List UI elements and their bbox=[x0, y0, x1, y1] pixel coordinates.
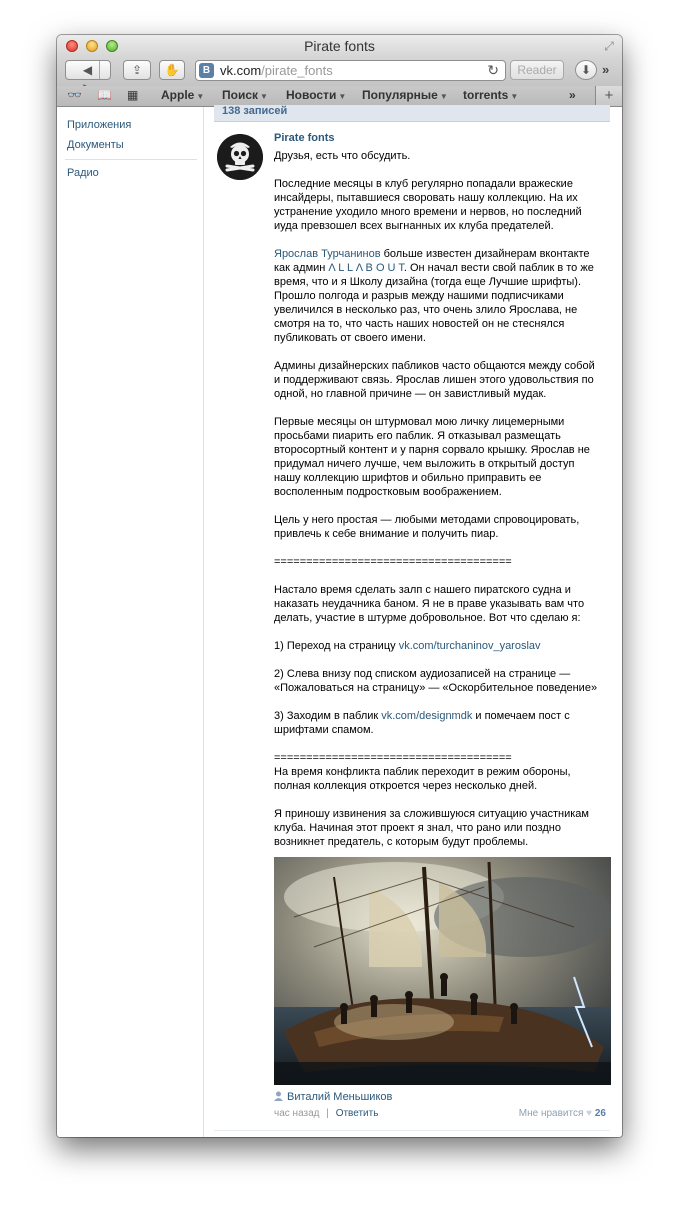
reload-icon[interactable]: ↻ bbox=[487, 62, 499, 78]
avatar[interactable] bbox=[217, 134, 263, 180]
bookmark-search[interactable] bbox=[222, 88, 268, 102]
post-paragraph: Последние месяцы в клуб регулярно попадали вражеские инсайдеры, пытавшиеся своровать нашу коллекцию. На их устранение уходило много времени и нервов, но последний иуда превзошел всех выгнанных их клуба предателей. bbox=[274, 178, 582, 232]
bookmark-label: Поиск bbox=[222, 88, 259, 102]
left-sidebar bbox=[57, 107, 204, 1137]
meta-separator: | bbox=[326, 1108, 329, 1119]
comment-meta bbox=[274, 1108, 378, 1119]
bookmarks-book-icon[interactable]: 📖 bbox=[97, 88, 112, 102]
like-count: 26 bbox=[594, 1108, 606, 1119]
post-image[interactable] bbox=[274, 857, 611, 1085]
post-divider: ===================================== bbox=[274, 752, 512, 764]
chevron-down-icon: ▼ bbox=[196, 92, 205, 101]
bookmark-news[interactable] bbox=[286, 88, 346, 102]
back-icon[interactable]: ◀ bbox=[77, 61, 100, 79]
back-forward-buttons bbox=[65, 60, 111, 80]
post-paragraph: Админы дизайнерских пабликов часто общаются между собой и поддерживают связь. Ярослав лишен этого удовольствия по одной, но главной причине — он завистливый мудак. bbox=[274, 360, 595, 400]
bookmarks-overflow-icon[interactable]: » bbox=[569, 88, 576, 102]
top-sites-grid-icon[interactable]: ▦ bbox=[127, 88, 139, 102]
downloads-icon: ⬇ bbox=[580, 63, 592, 77]
reader-button[interactable]: Reader bbox=[510, 60, 564, 80]
reply-link[interactable]: Ответить bbox=[335, 1108, 379, 1119]
url-link[interactable]: vk.com/designmdk bbox=[381, 710, 473, 722]
bookmark-label: Apple bbox=[161, 88, 195, 102]
sidebar-item-radio[interactable]: Радио bbox=[67, 167, 99, 179]
comment-time[interactable]: час назад bbox=[274, 1108, 320, 1119]
post-text: больше известен дизайнерам вконтакте как админ bbox=[274, 248, 590, 274]
post-divider: ===================================== bbox=[274, 556, 512, 568]
share-icon: ⇪ bbox=[131, 63, 143, 77]
url-link[interactable]: vk.com/turchaninov_yaroslav bbox=[398, 640, 541, 652]
bookmark-label: Новости bbox=[286, 88, 337, 102]
sidebar-item-apps[interactable]: Приложения bbox=[67, 119, 132, 131]
sidebar-item-documents[interactable]: Документы bbox=[67, 139, 124, 151]
heart-icon: ♥ bbox=[586, 1108, 593, 1119]
skull-icon bbox=[217, 134, 263, 180]
wall-header[interactable] bbox=[214, 105, 610, 122]
like-label: Мне нравится bbox=[518, 1108, 584, 1119]
wall-post-count: 138 записей bbox=[222, 105, 288, 117]
browser-toolbar bbox=[57, 57, 622, 86]
post-paragraph: Настало время сделать залп с нашего пиратского судна и наказать неудачника баном. Я не в праве указывать вам что делать, участие в штурме добровольное. Вот что сделаю я: bbox=[274, 584, 585, 624]
like-button[interactable] bbox=[519, 1108, 606, 1119]
url-domain: vk.com bbox=[220, 63, 262, 78]
post-intro: Друзья, есть что обсудить. bbox=[274, 150, 411, 162]
post-paragraph: На время конфликта паблик переходит в режим обороны, полная коллекция откроется через несколько дней. bbox=[274, 766, 571, 792]
post-text: 3) Заходим в паблик bbox=[274, 710, 382, 722]
bookmark-torrents[interactable] bbox=[463, 88, 518, 102]
downloads-button[interactable] bbox=[575, 60, 597, 80]
url-text[interactable] bbox=[220, 63, 333, 78]
title-bar[interactable] bbox=[57, 35, 622, 57]
privacy-icon: ✋ bbox=[164, 63, 180, 77]
fullscreen-icon[interactable]: ⤢ bbox=[604, 39, 614, 53]
reading-list-icon[interactable]: 👓 bbox=[67, 88, 82, 102]
comment-author-name: Виталий Меньшиков bbox=[287, 1091, 393, 1103]
post-step: 2) Слева внизу под списком аудиозаписей на странице — «Пожаловаться на страницу» — «Оскорбительное поведение» bbox=[274, 668, 598, 694]
favicon: B bbox=[199, 63, 214, 78]
url-path: /pirate_fonts bbox=[261, 63, 333, 78]
post-paragraph: Цель у него простая — любыми методами спровоцировать, привлечь к себе внимание и получить пиар. bbox=[274, 514, 580, 540]
post-divider-line bbox=[214, 1130, 610, 1131]
mention-link[interactable]: Λ L L Λ B O U T bbox=[328, 262, 404, 274]
plus-icon: + bbox=[604, 87, 614, 104]
post-paragraph: Я приношу извинения за сложившуюся ситуацию участникам клуба. Начиная этот проект я знал, что рано или поздно возникнет предатель, с которым будут проблемы. bbox=[274, 808, 589, 848]
post-author[interactable]: Pirate fonts bbox=[274, 132, 335, 144]
post-text: . Он начал вести свой паблик в то же время, что и я Школу дизайна (тогда еще Лучшие шрифты). Прошло полгода и разрыв между нашими подписчиками увеличился в несколько раз, что очень злило Ярослава, не смотря на то, что часть наших новостей он не стеснялся публиковать от своего имени. bbox=[274, 262, 594, 344]
privacy-button[interactable] bbox=[159, 60, 185, 80]
person-icon bbox=[274, 1091, 283, 1101]
post-paragraph bbox=[274, 247, 599, 345]
chevron-down-icon: ▼ bbox=[260, 92, 268, 101]
mention-link[interactable]: Ярослав Турчанинов bbox=[274, 248, 381, 260]
pirate-ship-illustration bbox=[274, 857, 611, 1085]
bookmarks-bar bbox=[57, 86, 622, 107]
comment-author[interactable] bbox=[274, 1091, 392, 1103]
post-paragraph: Первые месяцы он штурмовал мою личку лицемерными просьбами пиарить его паблик. Я отказывал размещать второсортный контент и у парня сорвало крышку. Ярослав не придумал ничего лучше, чем выложить в открытый доступ нашу коллекцию шрифтов и обильно приправить ее восполенным подростковым воображением. bbox=[274, 416, 590, 498]
browser-window bbox=[57, 35, 622, 1137]
post-text: и помечаем пост с шрифтами спамом. bbox=[274, 710, 570, 736]
chevron-down-icon: ▼ bbox=[510, 92, 519, 101]
post-step bbox=[274, 639, 599, 653]
post-text: 1) Переход на страницу bbox=[274, 640, 399, 652]
bookmark-popular[interactable] bbox=[362, 88, 448, 102]
sidebar-divider bbox=[65, 159, 197, 160]
address-bar[interactable] bbox=[195, 60, 506, 81]
chevron-down-icon: ▼ bbox=[439, 92, 448, 101]
bookmark-label: Популярные bbox=[362, 88, 438, 102]
post-step bbox=[274, 709, 599, 737]
toolbar-overflow-icon[interactable]: » bbox=[602, 62, 610, 77]
chevron-down-icon: ▼ bbox=[338, 92, 347, 101]
new-tab-button[interactable] bbox=[595, 86, 622, 106]
share-button[interactable] bbox=[123, 60, 151, 80]
bookmark-label: torrents bbox=[463, 88, 509, 102]
window-title: Pirate fonts bbox=[304, 38, 375, 54]
bookmark-apple[interactable] bbox=[161, 88, 204, 102]
page-content bbox=[57, 107, 622, 1137]
